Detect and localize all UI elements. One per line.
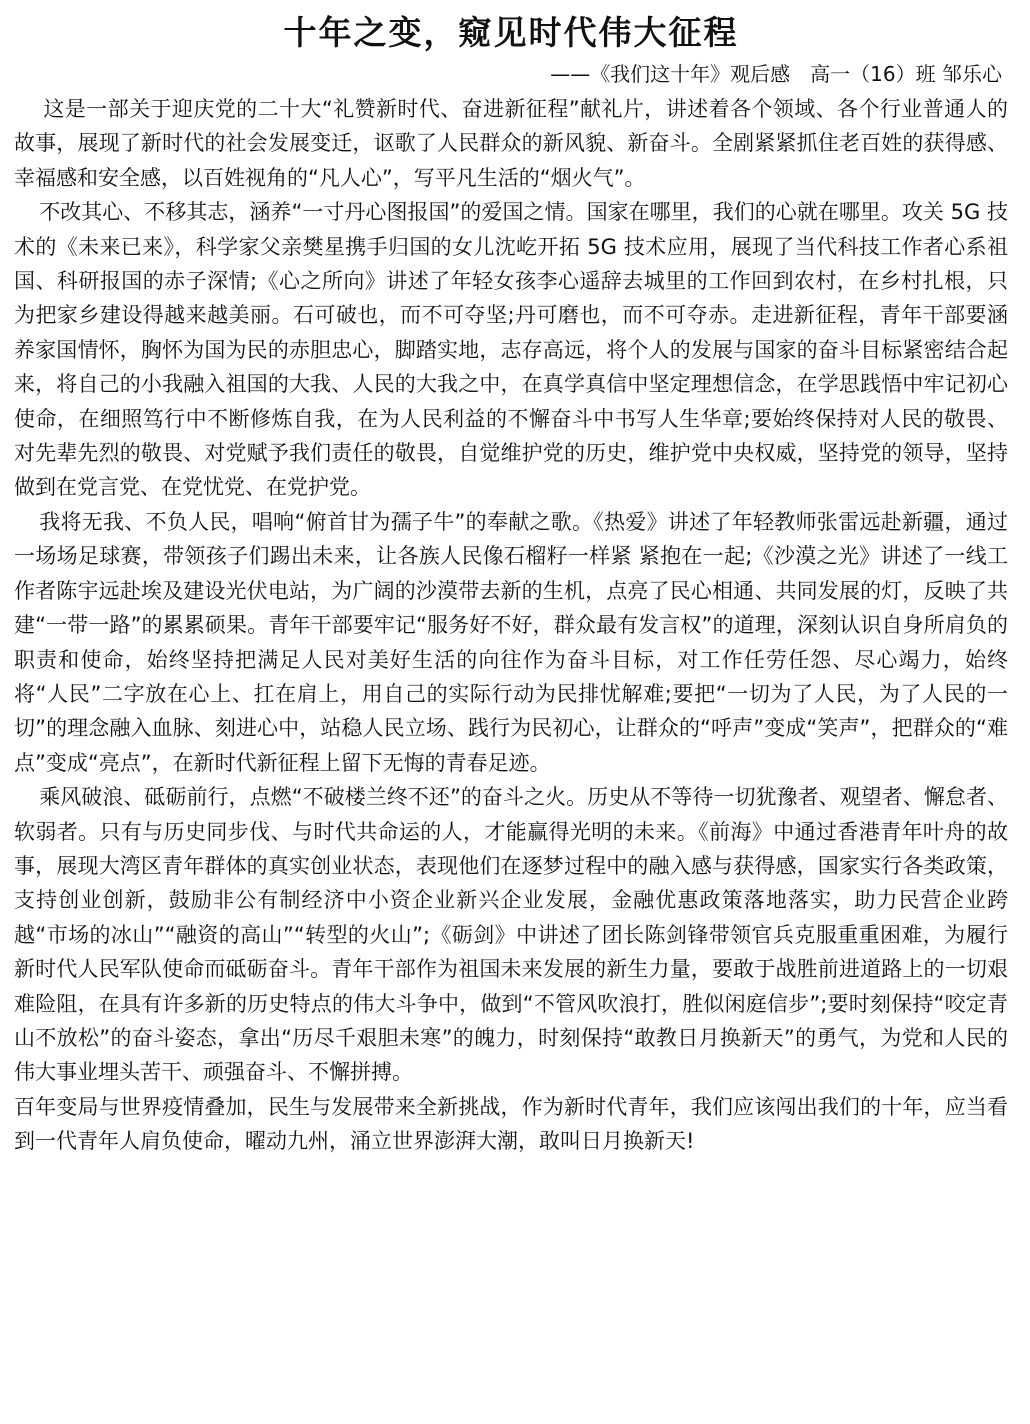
document-body (14, 92, 1008, 1159)
paragraph-struggle: 乘风破浪、砥砺前行，点燃“不破楼兰终不还”的奋斗之火。历史从不等待一切犹豫者、观望者、懈怠者、软弱者。只有与历史同步伐、与时代共命运的人，才能赢得光明的未来。《前海》中通过香港青年叶舟的故事，展现大湾区青年群体的真实创业状态，表现他们在逐梦过程中的融入感与获得感，国家实行各类政策，支持创业创新，鼓励非公有制经济中小资企业新兴企业发展，金融优惠政策落地落实，助力民营企业跨越“市场的冰山”“融资的高山”“转型的火山”;《砺剑》中讲述了团长陈剑锋带领官兵克服重重困难，为履行新时代人民军队使命而砥砺奋斗。青年干部作为祖国未来发展的新生力量，要敢于战胜前进道路上的一切艰难险阻，在具有许多新的历史特点的伟大斗争中，做到“不管风吹浪打，胜似闲庭信步”;要时刻保持“咬定青山不放松”的奋斗姿态，拿出“历尽千艰胆未寒”的魄力，时刻保持“敢教日月换新天”的勇气，为党和人民的伟大事业埋头苦干、顽强奋斗、不懈拼搏。 (14, 785, 1008, 1085)
document-byline: ——《我们这十年》观后感 高一（16）班 邹乐心 (550, 62, 1002, 86)
paragraph-dedication: 我将无我、不负人民，唱响“俯首甘为孺子牛”的奉献之歌。《热爱》讲述了年轻教师张雷远赴新疆，通过一场场足球赛，带领孩子们踢出未来，让各族人民像石榴籽一样紧 紧抱在一起;《沙漠之光》讲述了一线工作者陈宇远赴埃及建设光伏电站，为广阔的沙漠带去新的生机，点亮了民心相通、共同发展的灯，反映了共建“一带一路”的累累硕果。青年干部要牢记“服务好不好，群众最有发言权”的道理，深刻认识自身所肩负的职责和使命，始终坚持把满足人民对美好生活的向往作为奋斗目标，对工作任劳任怨、尽心竭力，始终将“人民”二字放在心上、扛在肩上，用自己的实际行动为民排忧解难;要把“一切为了人民，为了人民的一切”的理念融入血脉、刻进心中，站稳人民立场、践行为民初心，让群众的“呼声”变成“笑声”，把群众的“难点”变成“亮点”，在新时代新征程上留下无悔的青春足迹。 (14, 509, 1008, 775)
paragraph-conclusion: 百年变局与世界疫情叠加，民生与发展带来全新挑战，作为新时代青年，我们应该闯出我们的十年，应当看到一代青年人肩负使命，曜动九州，涌立世界澎湃大潮，敢叫日月换新天! (14, 1094, 1008, 1154)
document-title: 十年之变，窥见时代伟大征程 (283, 13, 739, 52)
paragraph-intro: 这是一部关于迎庆党的二十大“礼赞新时代、奋进新征程”献礼片，讲述着各个领域、各个行业普通人的故事，展现了新时代的社会发展变迁，讴歌了人民群众的新风貌、新奋斗。全剧紧紧抓住老百姓的获得感、幸福感和安全感，以百姓视角的“凡人心”，写平凡生活的“烟火气”。 (14, 97, 1008, 190)
paragraph-patriotism: 不改其心、不移其志，涵养“一寸丹心图报国”的爱国之情。国家在哪里，我们的心就在哪里。攻关 5G 技术的《未来已来》，科学家父亲樊星携手归国的女儿沈屹开拓 5G 技术应用，展现了当代科技工作者心系祖国、科研报国的赤子深情;《心之所向》讲述了年轻女孩李心遥辞去城里的工作回到农村，在乡村扎根，只为把家乡建设得越来越美丽。石可破也，而不可夺坚;丹可磨也，而不可夺赤。走进新征程，青年干部要涵养家国情怀，胸怀为国为民的赤胆忠心，脚踏实地，志存高远，将个人的发展与国家的奋斗目标紧密结合起来，将自己的小我融入祖国的大我、人民的大我之中，在真学真信中坚定理想信念，在学思践悟中牢记初心使命，在细照笃行中不断修炼自我，在为人民利益的不懈奋斗中书写人生华章;要始终保持对人民的敬畏、对先辈先烈的敬畏、对党赋予我们责任的敬畏，自觉维护党的历史，维护党中央权威，坚持党的领导，坚持做到在党言党、在党忧党、在党护党。 (14, 200, 1008, 500)
